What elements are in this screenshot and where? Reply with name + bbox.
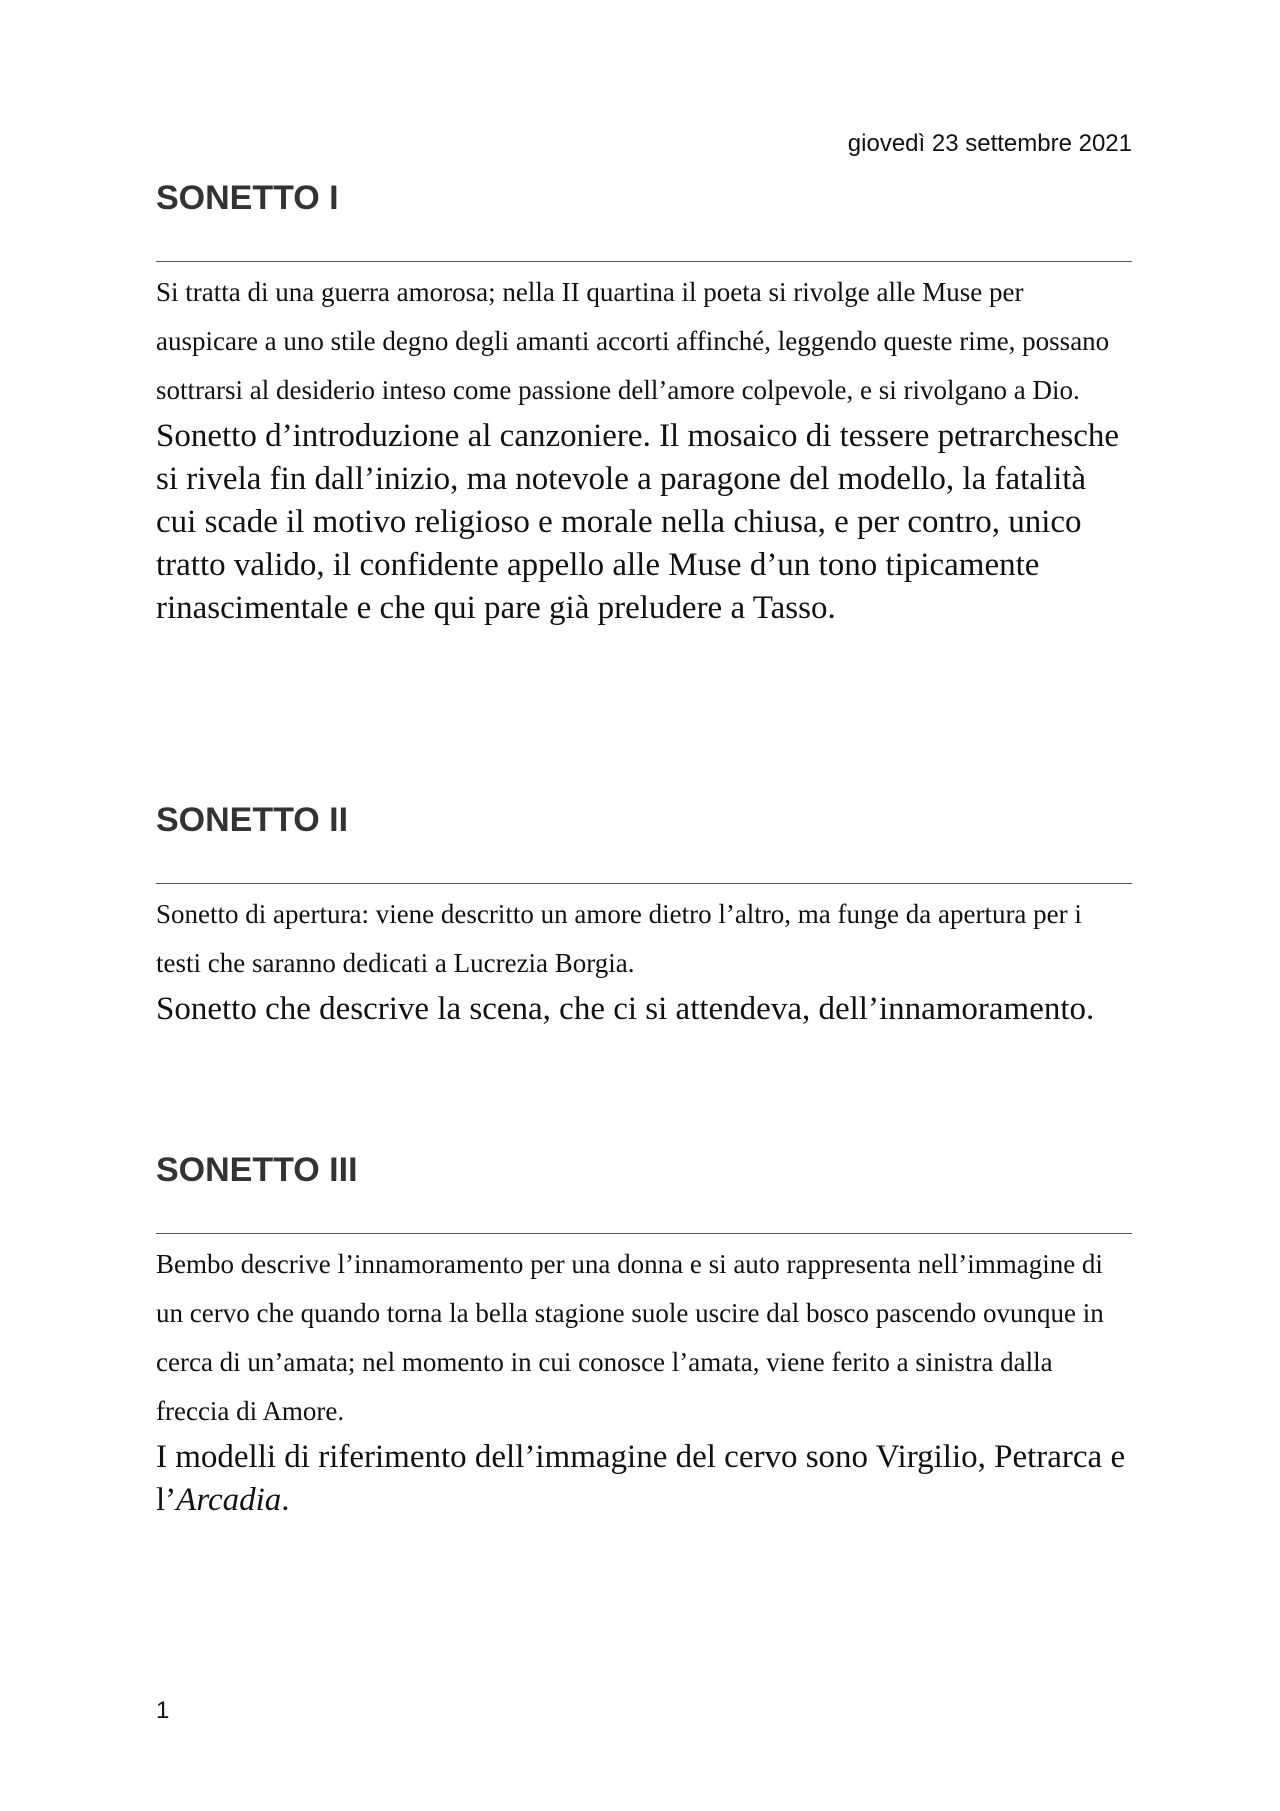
section-commentary: Sonetto d’introduzione al canzoniere. Il mosaico di tessere petrarchesche si rivela fin dall’inizio, ma notevole a paragone del modello, la fatalità cui scade il motivo religioso e morale nella chiusa, e per contro, unico tratto valido, il confidente appello alle Muse d’un tono tipicamente rinascimentale e che qui pare già preludere a Tasso.	[156, 418, 1120, 626]
page-number: 1	[156, 1697, 170, 1724]
section-commentary	[156, 1436, 1132, 1522]
section-summary: Si tratta di una guerra amorosa; nella II quartina il poeta si rivolge alle Muse per auspicare a uno stile degno degli amanti accorti affinché, leggendo queste rime, possano sottrarsi al desiderio inteso come passione dell’amore colpevole, e si rivolgano a Dio.	[156, 277, 1110, 405]
section-title: SONETTO I	[156, 179, 339, 217]
section-sonetto-3	[156, 1150, 1132, 1522]
commentary-text: I modelli di riferimento dell’immagine del cervo sono Virgilio, Petrarca e l’	[156, 1439, 1126, 1518]
section-sonetto-1	[156, 178, 1132, 630]
section-commentary: Sonetto che descrive la scena, che ci si attendeva, dell’innamoramento.	[156, 991, 1095, 1027]
section-summary: Bembo descrive l’innamoramento per una donna e si auto rappresenta nell’immagine di un cervo che quando torna la bella stagione suole uscire dal bosco pascendo ovunque in cerca di un’amata; nel momento in cui conosce l’amata, viene ferito a sinistra dalla freccia di Amore.	[156, 1249, 1104, 1426]
section-divider	[156, 261, 1132, 262]
commentary-text-end: .	[281, 1482, 290, 1518]
section-divider	[156, 1233, 1132, 1234]
section-title: SONETTO III	[156, 1151, 358, 1189]
section-divider	[156, 883, 1132, 884]
document-date: giovedì 23 settembre 2021	[847, 130, 1132, 157]
section-sonetto-2	[156, 800, 1132, 1031]
commentary-italic-title: Arcadia	[176, 1482, 282, 1518]
section-title: SONETTO II	[156, 801, 349, 839]
section-summary: Sonetto di apertura: viene descritto un amore dietro l’altro, ma funge da apertura per i testi che saranno dedicati a Lucrezia Borgia.	[156, 899, 1082, 978]
